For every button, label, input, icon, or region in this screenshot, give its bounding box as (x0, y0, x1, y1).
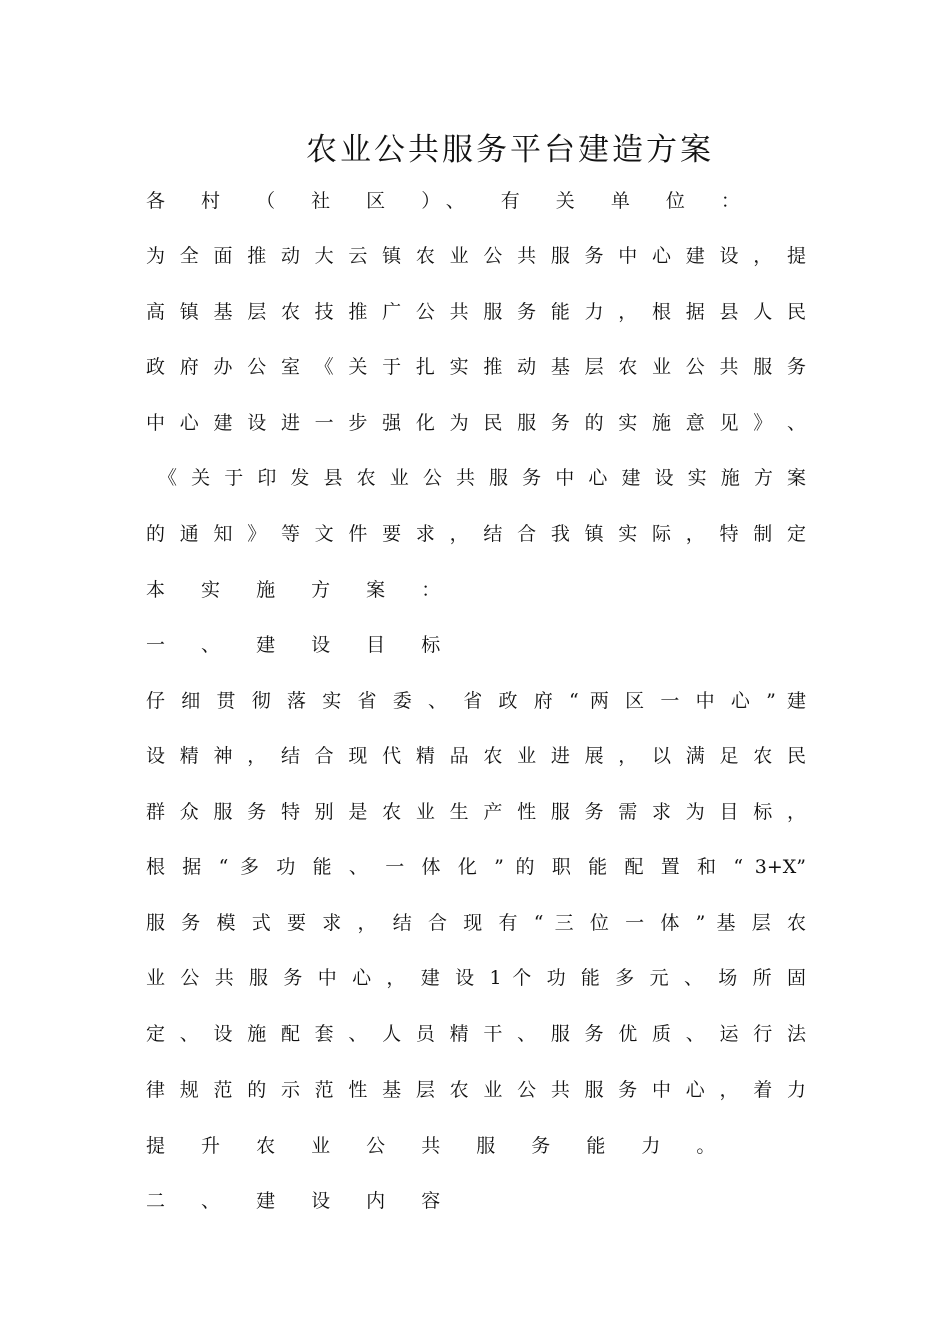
document-title: 农业公共服务平台建造方案 (306, 132, 714, 168)
text-line: 仔 细 贯 彻 落 实 省 委 、 省 政 府 “ 两 区 一 中 心 ” 建 (146, 690, 806, 712)
text-line: 定 、 设 施 配 套 、 人 员 精 干 、 服 务 优 质 、 运 行 法 (146, 1023, 806, 1045)
text-line: 服 务 模 式 要 求 ， 结 合 现 有 “ 三 位 一 体 ” 基 层 农 (146, 912, 806, 934)
text-line: 业 公 共 服 务 中 心 ， 建 设 1 个 功 能 多 元 、 场 所 固 (146, 967, 806, 989)
text-line: 提 升 农 业 公 共 服 务 能 力 。 (146, 1135, 731, 1157)
text-line-salutation: 各 村 （ 社 区 ）、 有 关 单 位 ： (146, 190, 755, 212)
section-heading-2: 二 、 建 设 内 容 (146, 1190, 456, 1212)
text-line: 《 关 于 印 发 县 农 业 公 共 服 务 中 心 建 设 实 施 方 案 (158, 467, 806, 489)
text-line: 政 府 办 公 室 《 关 于 扎 实 推 动 基 层 农 业 公 共 服 务 (146, 356, 806, 378)
text-line: 中 心 建 设 进 一 步 强 化 为 民 服 务 的 实 施 意 见 》 、 (146, 412, 806, 434)
section-heading-1: 一 、 建 设 目 标 (146, 634, 456, 656)
text-line: 的 通 知 》 等 文 件 要 求 ， 结 合 我 镇 实 际 ， 特 制 定 (146, 523, 806, 545)
text-line: 本 实 施 方 案 ： (146, 579, 456, 601)
text-line: 根 据 “ 多 功 能 、 一 体 化 ” 的 职 能 配 置 和 “ 3+X” (146, 856, 806, 878)
text-line: 设 精 神 ， 结 合 现 代 精 品 农 业 进 展 ， 以 满 足 农 民 (146, 745, 806, 767)
text-line: 为 全 面 推 动 大 云 镇 农 业 公 共 服 务 中 心 建 设 ， 提 (146, 245, 806, 267)
text-line: 高 镇 基 层 农 技 推 广 公 共 服 务 能 力 ， 根 据 县 人 民 (146, 301, 806, 323)
text-line: 群 众 服 务 特 别 是 农 业 生 产 性 服 务 需 求 为 目 标 ， (146, 801, 806, 823)
text-line: 律 规 范 的 示 范 性 基 层 农 业 公 共 服 务 中 心 ， 着 力 (146, 1079, 806, 1101)
